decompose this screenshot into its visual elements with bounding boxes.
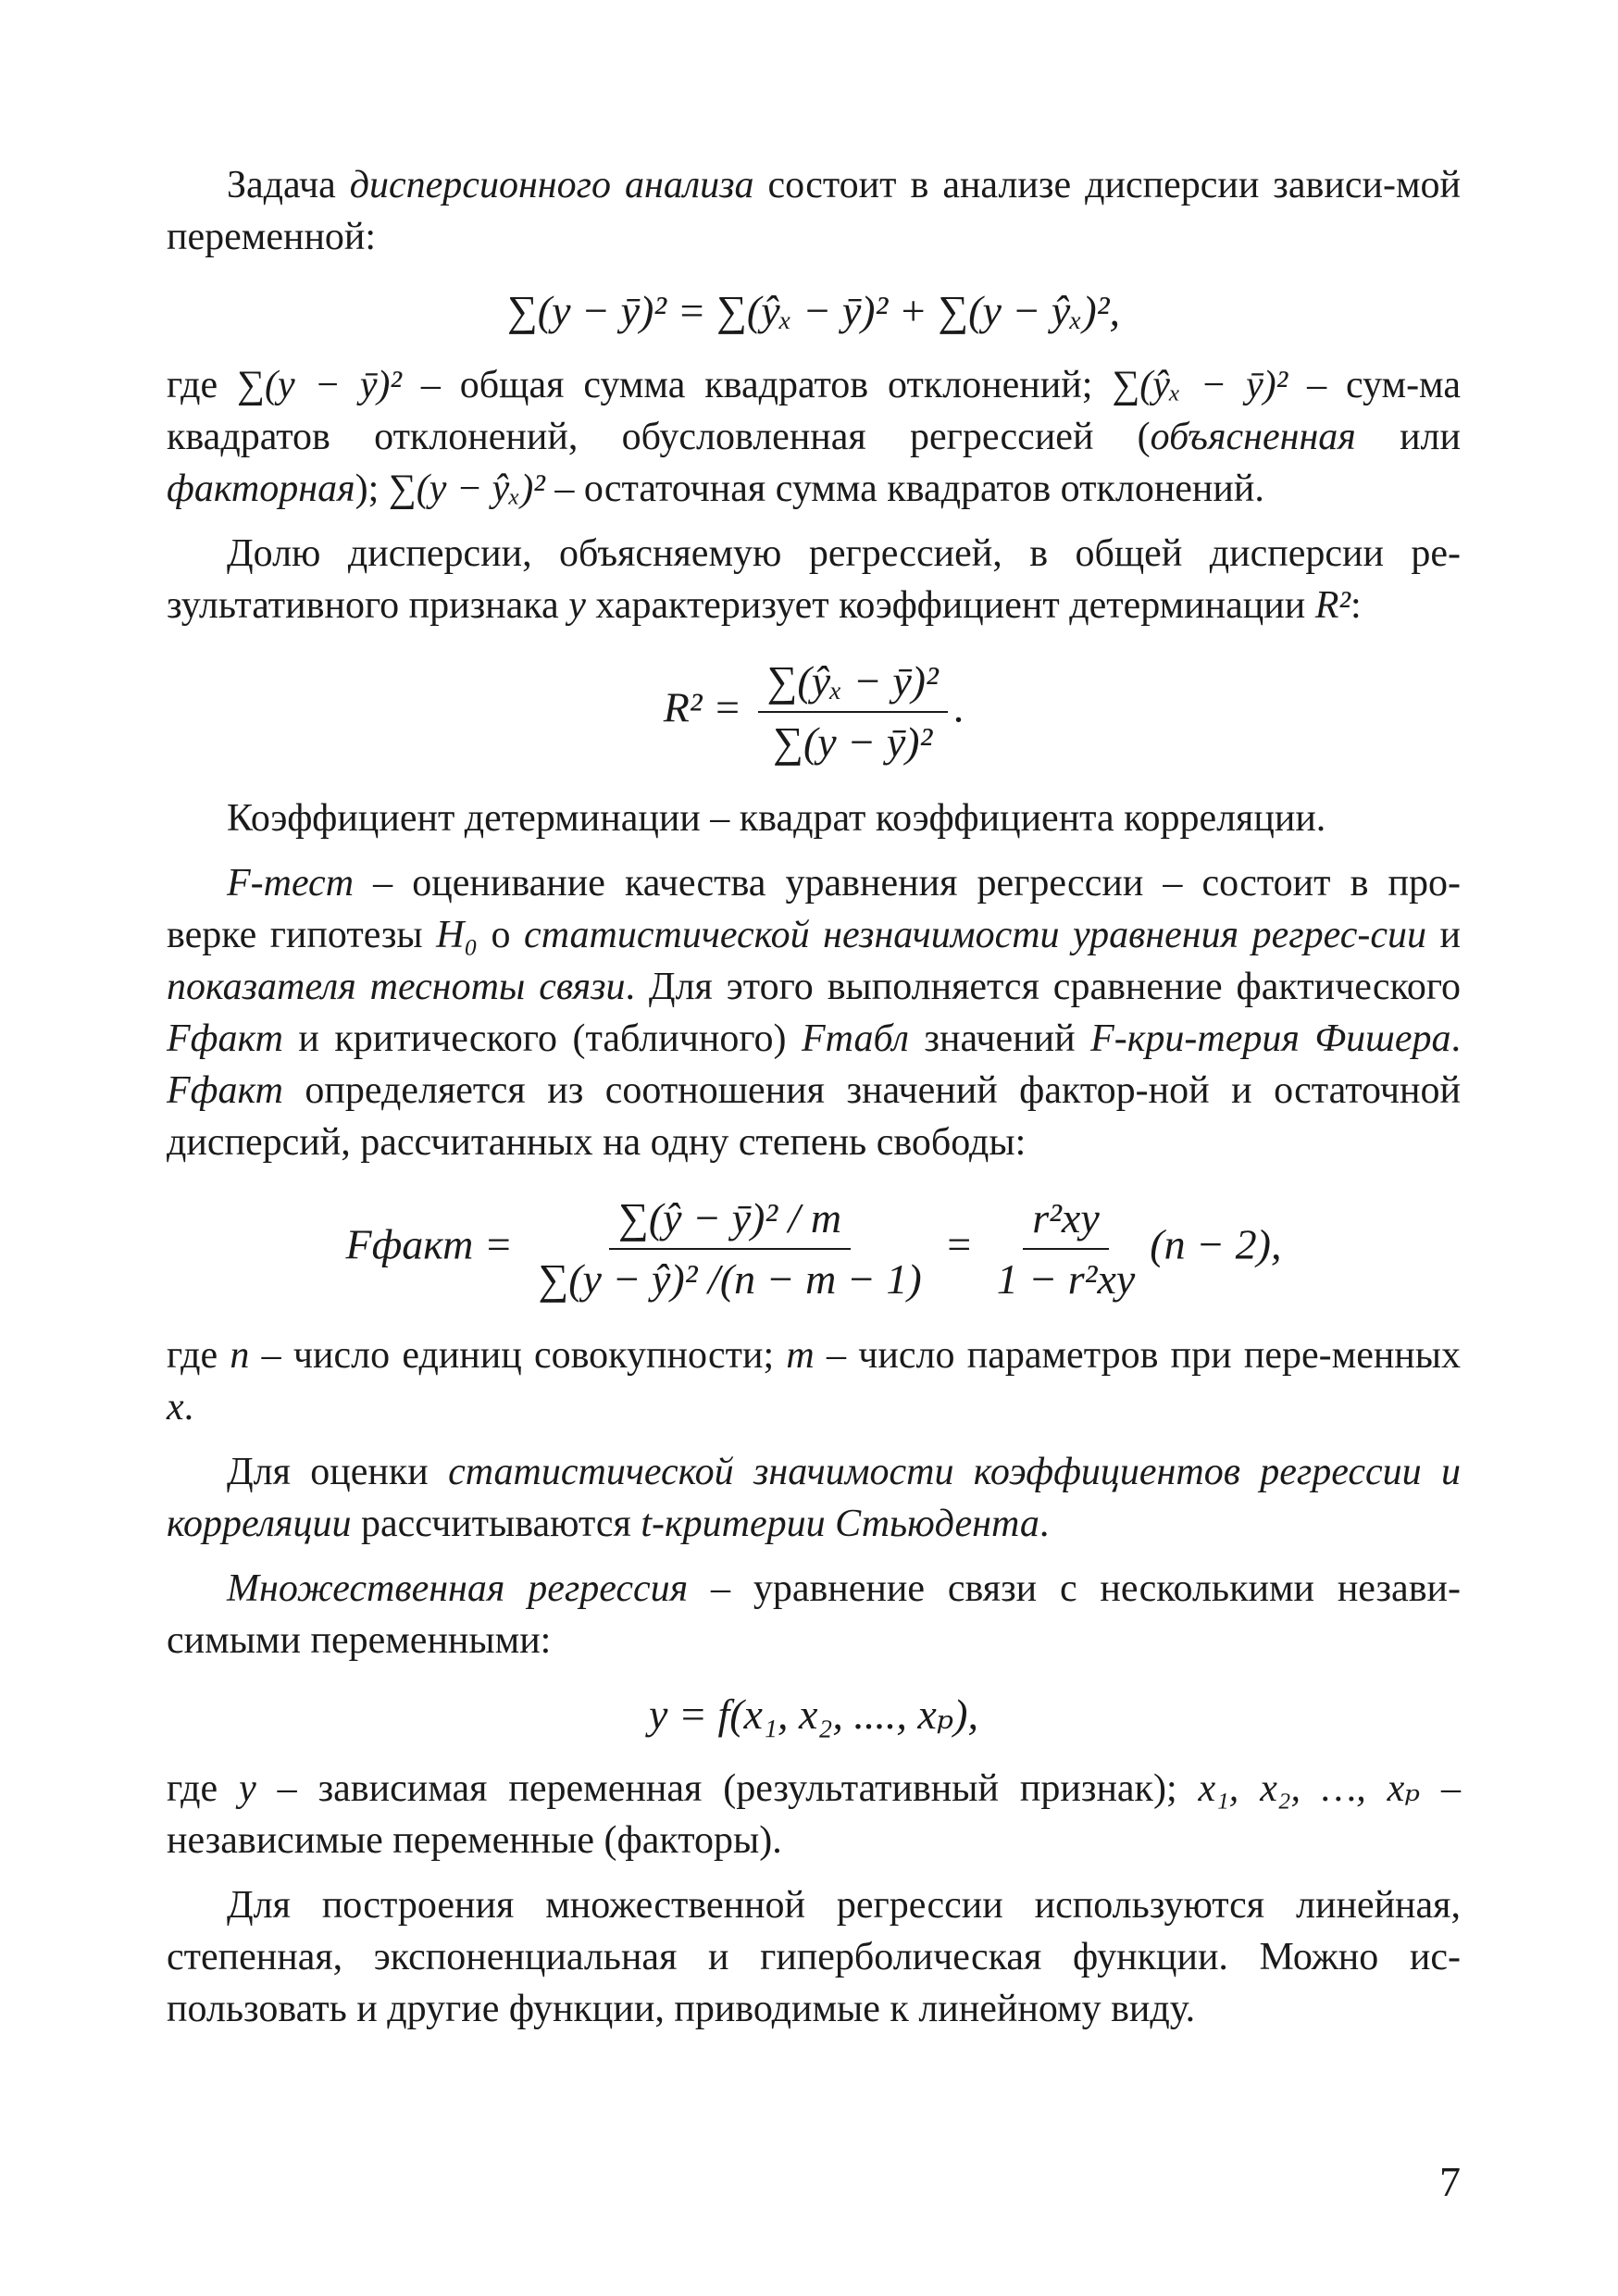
formula-total-ss: ∑(y − ȳ)² [237, 364, 402, 406]
paragraph-where-n-m [167, 1329, 1461, 1433]
term-student: t-критерии Стьюдента [641, 1503, 1039, 1545]
var-h0: H₀ [436, 914, 479, 956]
fraction-numerator: ∑(ŷ − ȳ)² / m [609, 1189, 851, 1250]
text: . [1450, 1017, 1461, 1060]
text: – оценивание качества уравнения регрессии – состоит в про-верке гипотезы [167, 862, 1461, 956]
term-f-test: F-тест [227, 862, 355, 905]
paragraph-dispersion-analysis [167, 159, 1461, 263]
text: и критического (табличного) [282, 1017, 802, 1060]
text: определяется из соотношения значений фактор-ной и остаточной дисперсий, рассчитанных на одну степень свободы: [167, 1069, 1461, 1164]
formula-residual-ss: ∑(y − ŷₓ)² [388, 468, 545, 510]
term-factor: факторная [167, 468, 355, 510]
term-explained: объясненная [1150, 416, 1356, 458]
text: . Для этого выполняется сравнение фактического [625, 966, 1461, 1008]
equation-multiple-regression: y = f(x₁, x₂, ...., xₚ), [648, 1691, 978, 1738]
paragraph-coefficient: Коэффициент детерминации – квадрат коэффициента корреляции. [227, 797, 1326, 840]
equation-f-fact [167, 1189, 1461, 1309]
term-dispersion-analysis: дисперсионного анализа [349, 164, 754, 206]
text: – сум-ма квадратов отклонений, обусловленная регрессией ( [167, 364, 1461, 458]
text: – число параметров при пере-менных [814, 1334, 1462, 1377]
text: где [167, 1767, 240, 1810]
equals-sign: = [947, 1220, 972, 1268]
eq-lhs: R² = [663, 683, 742, 731]
term-insignificance: статистической незначимости уравнения регрес-сии [524, 914, 1427, 956]
text: ); [355, 468, 389, 510]
text: Для оценки [227, 1451, 449, 1493]
eq-end: . [952, 683, 965, 731]
text: – зависимая переменная (результативный признак); [255, 1767, 1199, 1810]
text: : [1350, 584, 1362, 627]
text: – остаточная сумма квадратов отклонений. [544, 468, 1264, 510]
text: где [167, 364, 238, 406]
text: и [1426, 914, 1462, 956]
paragraph-where-y-x [167, 1763, 1461, 1866]
var-y: y [239, 1767, 256, 1810]
var-x: x [167, 1386, 184, 1429]
paragraph-sums-definition [167, 359, 1461, 515]
var-n: n [230, 1334, 250, 1377]
fraction [988, 1189, 1145, 1309]
eq-lhs: Fфакт = [345, 1220, 513, 1268]
text: где [167, 1334, 230, 1377]
var-m: m [786, 1334, 815, 1377]
text: или [1355, 416, 1461, 458]
fraction-denominator: ∑(y − ŷ)² /(n − m − 1) [538, 1255, 922, 1303]
text: характеризует коэффициент детерминации [585, 584, 1315, 627]
fraction-denominator: ∑(y − ȳ)² [773, 718, 933, 766]
equation-sum-of-squares: ∑(y − ȳ)² = ∑(ŷₓ − ȳ)² + ∑(y − ŷₓ)², [506, 287, 1120, 334]
var-r2: R² [1314, 584, 1350, 627]
paragraph-functions: Для построения множественной регрессии используются линейная, степенная, экспоненциальная и гиперболическая функции. Можно ис-пользовать и другие функции, приводимые к линейному виду. [167, 1884, 1461, 2030]
var-f-fact: Fфакт [167, 1017, 283, 1060]
text: Долю дисперсии, объясняемую регрессией, в общей дисперсии ре-зультативного признака [167, 532, 1461, 627]
text: Задача [227, 164, 350, 206]
text: значений [908, 1017, 1091, 1060]
term-fisher: F-кри-терия Фишера [1090, 1017, 1451, 1060]
paragraph-f-test [167, 857, 1461, 1168]
var-y: y [568, 584, 586, 627]
eq-end: (n − 2), [1150, 1220, 1282, 1268]
text: – уравнение связи с несколькими незави-симыми переменными: [167, 1567, 1461, 1662]
var-f-fact: Fфакт [167, 1069, 283, 1112]
fraction-numerator: ∑(ŷₓ − ȳ)² [758, 652, 948, 713]
text: – число единиц совокупности; [249, 1334, 787, 1377]
page-number: 7 [1439, 2158, 1461, 2205]
text: – общая сумма квадратов отклонений; [401, 364, 1113, 406]
paragraph-determination [167, 528, 1461, 631]
text: рассчитываются [351, 1503, 641, 1545]
fraction-denominator: 1 − r²xy [996, 1255, 1136, 1303]
text: состоит в анализе дисперсии зависи-мой переменной: [167, 164, 1462, 258]
text: . [1039, 1503, 1050, 1545]
term-significance: статистической значимости коэффициентов регрессии и корреляции [167, 1451, 1461, 1545]
paragraph-multiple-regression [167, 1563, 1461, 1666]
formula-regression-ss: ∑(ŷₓ − ȳ)² [1112, 364, 1288, 406]
term-multiple-regression: Множественная регрессия [227, 1567, 689, 1610]
paragraph-student [167, 1446, 1461, 1550]
fraction [529, 1189, 930, 1309]
var-f-table: Fтабл [802, 1017, 909, 1060]
fraction [758, 652, 948, 772]
text: – независимые переменные (факторы). [167, 1767, 1461, 1862]
var-x-list: x₁, x₂, …, xₚ [1198, 1767, 1421, 1810]
text-column [167, 159, 1461, 2035]
equation-r-squared [167, 652, 1461, 772]
text: о [478, 914, 525, 956]
term-tightness: показателя тесноты связи [167, 966, 626, 1008]
text: . [183, 1386, 194, 1429]
fraction-numerator: r²xy [1023, 1189, 1109, 1250]
